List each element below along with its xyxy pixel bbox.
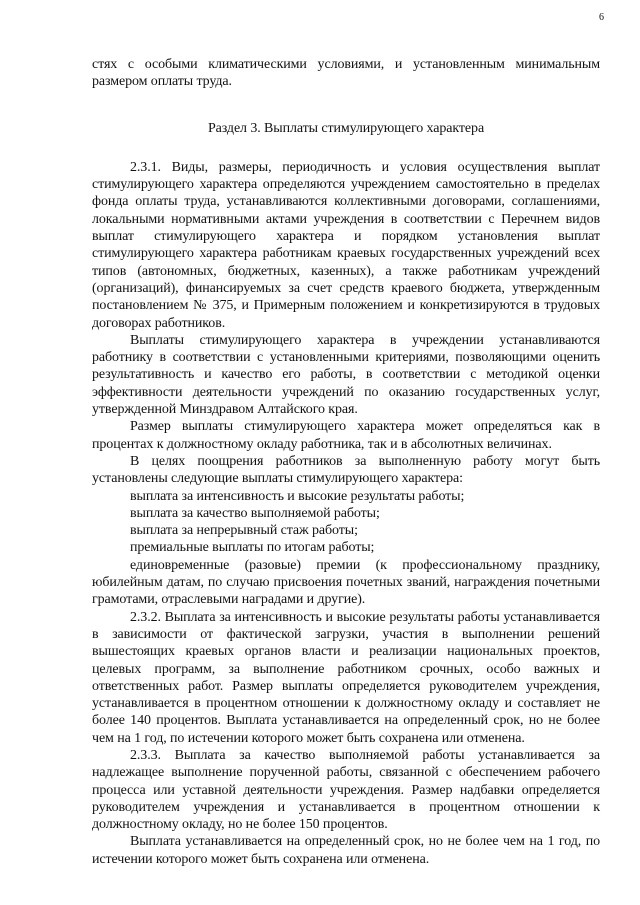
paragraph-2-3-2: 2.3.2. Выплата за интенсивность и высокие результаты работы устанавливается в зависимости от фактической загрузки, участия в выполнении решений вышестоящих краевых органов власти и реализации национальных проектов, целевых программ, за выполнение работником срочных, особо важных и ответственных работ. Размер выплаты определяется руководителем учреждения, устанавливается в процентном отношении к должностному окладу и составляет не более 140 процентов. Выплата устанавливается на определенный срок, но не более чем на 1 год, по истечении которого может быть сохранена или отменена. [92,609,600,746]
list-item: выплата за интенсивность и высокие результаты работы; [130,488,465,504]
paragraph-2-3-1: 2.3.1. Виды, размеры, периодичность и условия осуществления выплат стимулирующего характера определяются учреждением самостоятельно в пределах фонда оплаты труда, устанавливаются коллективными договорами, соглашениями, локальными нормативными актами учреждения в соответствии с Перечнем видов выплат стимулирующего характера и порядком установления выплат стимулирующего характера работникам краевых государственных учреждений всех типов (автономных, бюджетных, казенных), а также работникам учреждений (организаций), финансируемых за счет средств краевого бюджета, утвержденным постановлением № 375, и Примерным положением и конкретизируются в трудовых договорах работников. [92,159,600,331]
section-title: Раздел 3. Выплаты стимулирующего характера [207,120,485,136]
paragraph-incentive-intro: В целях поощрения работников за выполненную работу могут быть установлены следующие выплаты стимулирующего характера: [92,453,600,487]
paragraph-size: Размер выплаты стимулирующего характера может определяться как в процентах к должностному окладу работника, так и в абсолютных величинах. [92,419,600,452]
list-item: премиальные выплаты по итогам работы; [130,540,375,556]
document-body [92,56,600,868]
paragraph-basis: Выплаты стимулирующего характера в учреждении устанавливаются работнику в соответствии с установленными критериями, позволяющими оценить результативность и качество его работы, в соответствии с методикой оценки эффективности деятельности учреждений по оказанию государственных услуг, утвержденной Минздравом Алтайского края. [92,332,600,418]
page-number: 6 [599,12,604,23]
paragraph-final: Выплата устанавливается на определенный срок, но не более чем на 1 год, по истечении которого может быть сохранена или отменена. [92,834,600,867]
intro-continuation: стях с особыми климатическими условиями, и установленным минимальным размером оплаты труда. [92,57,600,90]
paragraph-2-3-3: 2.3.3. Выплата за качество выполняемой работы устанавливается за надлежащее выполнение порученной работы, связанной с обеспечением рабочего процесса или уставной деятельности учреждения. Размер надбавки определяется руководителем учреждения и устанавливается в процентном отношении к должностному окладу, но не более 150 процентов. [92,747,600,833]
list-item-last: единовременные (разовые) премии (к профессиональному празднику, юбилейным датам, по случаю присвоения почетных званий, награждения почетными грамотами, отраслевыми наградами и другие). [92,557,600,608]
list-item: выплата за непрерывный стаж работы; [130,523,358,539]
list-item: выплата за качество выполняемой работы; [130,505,380,521]
